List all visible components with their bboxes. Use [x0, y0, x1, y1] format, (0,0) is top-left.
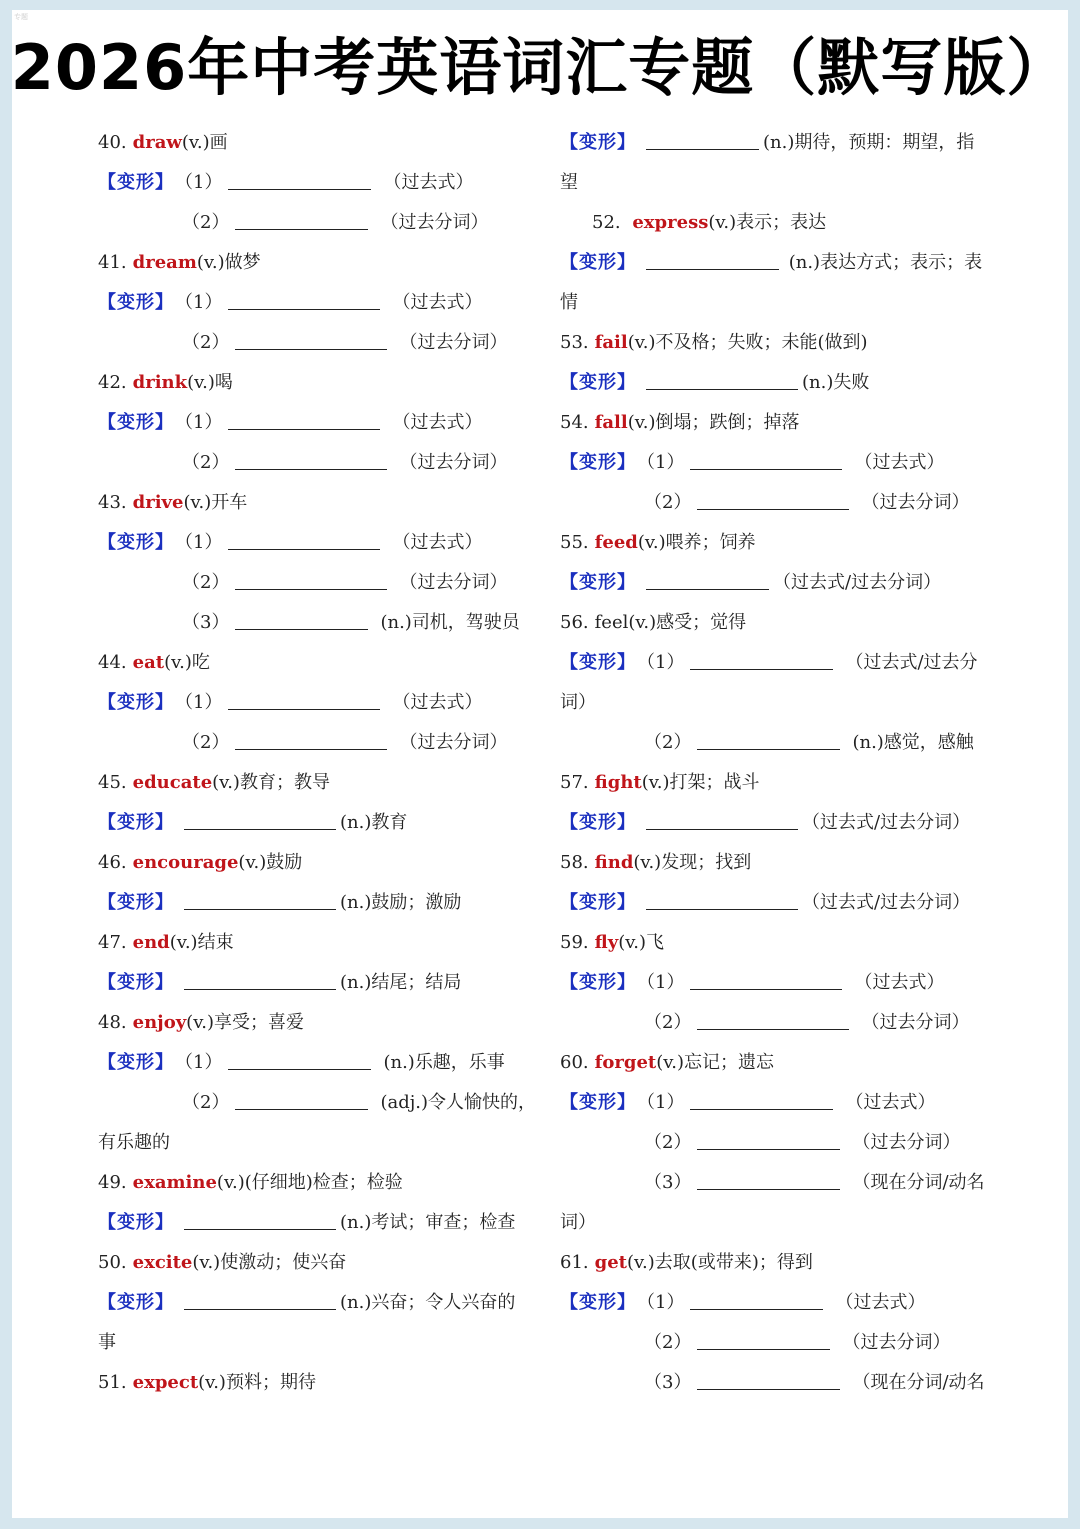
headword: get [594, 1252, 627, 1273]
form-hint: (n.)兴奋；令人兴奋的 [340, 1292, 516, 1313]
entry-line [560, 323, 1000, 363]
blank-index: （2） [182, 332, 230, 353]
entry-line [98, 163, 528, 203]
answer-blank[interactable] [235, 725, 387, 750]
variant-tag: 【变形】 [560, 132, 636, 153]
entry-number: 53. [560, 332, 589, 353]
blank-index: （1） [184, 692, 223, 713]
blank-index: （3） [644, 1172, 692, 1193]
headword: expect [132, 1372, 199, 1393]
answer-blank[interactable] [228, 405, 380, 430]
answer-blank[interactable] [228, 285, 380, 310]
answer-blank[interactable] [184, 885, 336, 910]
entry-line [560, 1363, 1000, 1403]
blank-index: （2） [644, 1012, 692, 1033]
form-hint: (n.)司机，驾驶员 [380, 612, 520, 633]
entry-line [560, 1323, 1000, 1363]
answer-blank[interactable] [646, 805, 798, 830]
form-hint: （过去分词） [380, 212, 489, 233]
entry-line [98, 963, 528, 1003]
definition: (v.)(仔细地)检查；检验 [216, 1172, 403, 1193]
answer-blank[interactable] [697, 1005, 849, 1030]
headword: forget [594, 1052, 657, 1073]
entry-line [98, 883, 528, 923]
left-column [98, 123, 537, 1403]
answer-blank[interactable] [184, 1285, 336, 1310]
variant-tag: 【变形】 [98, 972, 174, 993]
definition: (v.)使激动；使兴奋 [192, 1252, 347, 1273]
entry-line [98, 1323, 528, 1363]
variant-tag: 【变形】 [560, 252, 636, 273]
entry-line [560, 1283, 1000, 1323]
form-hint: （过去分词） [399, 732, 508, 753]
answer-blank[interactable] [697, 1365, 840, 1390]
entry-line [560, 443, 1000, 483]
form-hint: （过去分词） [861, 1012, 970, 1033]
entry-number: 56. [560, 612, 589, 633]
variant-tag: 【变形】 [98, 692, 174, 713]
entry-line [560, 283, 1000, 323]
form-hint: （过去式） [392, 412, 483, 433]
answer-blank[interactable] [690, 645, 833, 670]
blank-index: （1） [646, 972, 685, 993]
headword: fight [594, 772, 642, 793]
continued-text: 词） [560, 1212, 596, 1233]
variant-tag: 【变形】 [560, 452, 636, 473]
continued-text: 词） [560, 692, 596, 713]
headword: find [594, 852, 634, 873]
entry-number: 44. [98, 652, 127, 673]
answer-blank[interactable] [228, 1045, 371, 1070]
definition: (v.)飞 [618, 932, 664, 953]
form-hint: (n.)考试；审查；检查 [340, 1212, 516, 1233]
definition: (v.)表示；表达 [708, 212, 827, 233]
entry-number: 46. [98, 852, 127, 873]
form-hint: （过去式） [392, 692, 483, 713]
entry-line [560, 963, 1000, 1003]
entry-line [560, 803, 1000, 843]
form-hint: （过去分词） [399, 572, 508, 593]
variant-tag: 【变形】 [98, 812, 174, 833]
answer-blank[interactable] [184, 965, 336, 990]
entry-number: 49. [98, 1172, 127, 1193]
form-hint: （过去式） [845, 1092, 936, 1113]
definition: (v.)画 [181, 132, 228, 153]
entry-line [560, 843, 1000, 883]
entry-line [98, 683, 528, 723]
blank-index: （1） [646, 652, 685, 673]
entry-line [98, 523, 528, 563]
entry-line [98, 1283, 528, 1323]
entry-number: 59. [560, 932, 589, 953]
blank-index: （2） [182, 212, 230, 233]
form-hint: （过去分词） [842, 1332, 951, 1353]
entry-line [98, 1123, 528, 1163]
entry-line [98, 1163, 528, 1203]
form-hint: (n.)感觉，感触 [852, 732, 974, 753]
entry-line [98, 123, 528, 163]
answer-blank[interactable] [690, 1285, 823, 1310]
form-hint: （过去分词） [399, 452, 508, 473]
variant-tag: 【变形】 [560, 572, 636, 593]
blank-index: （2） [182, 572, 230, 593]
headword: drive [132, 492, 184, 513]
entry-line [560, 1043, 1000, 1083]
headword: feel [594, 612, 629, 633]
variant-tag: 【变形】 [98, 1292, 174, 1313]
variant-tag: 【变形】 [98, 172, 174, 193]
entry-number: 42. [98, 372, 127, 393]
form-hint: (n.)结尾；结局 [340, 972, 462, 993]
answer-blank[interactable] [697, 1325, 830, 1350]
form-hint: （过去式） [392, 532, 483, 553]
blank-index: （1） [184, 292, 223, 313]
continued-text: 事 [98, 1332, 116, 1353]
form-hint: （过去式） [835, 1292, 926, 1313]
answer-blank[interactable] [697, 485, 849, 510]
entry-number: 51. [98, 1372, 127, 1393]
variant-tag: 【变形】 [560, 1092, 636, 1113]
entry-line [560, 643, 1000, 683]
form-hint: (n.)鼓励；激励 [340, 892, 462, 913]
entry-number: 45. [98, 772, 127, 793]
entry-line [560, 883, 1000, 923]
entry-number: 52. [592, 212, 627, 233]
entry-line [98, 603, 528, 643]
variant-tag: 【变形】 [560, 652, 636, 673]
corner-mark: 专题 [14, 13, 28, 21]
variant-tag: 【变形】 [98, 892, 174, 913]
answer-blank[interactable] [235, 605, 368, 630]
entry-number: 61. [560, 1252, 589, 1273]
entry-line [560, 163, 1000, 203]
form-hint: （过去分词） [861, 492, 970, 513]
entry-line [560, 523, 1000, 563]
entry-line [98, 363, 528, 403]
blank-index: （3） [644, 1372, 692, 1393]
entry-line [98, 923, 528, 963]
definition: (v.)打架；战斗 [641, 772, 760, 793]
headword: feed [594, 532, 638, 553]
answer-blank[interactable] [646, 365, 798, 390]
answer-blank[interactable] [697, 1125, 840, 1150]
headword: express [632, 212, 709, 233]
entry-number: 58. [560, 852, 589, 873]
headword: examine [132, 1172, 217, 1193]
answer-blank[interactable] [646, 245, 779, 270]
answer-blank[interactable] [228, 165, 371, 190]
blank-index: （1） [646, 1092, 685, 1113]
headword: fail [594, 332, 628, 353]
page-title: 2026年中考英语词汇专题（默写版） [10, 31, 1070, 104]
form-hint: (adj.)令人愉快的， [380, 1092, 537, 1113]
entry-number: 43. [98, 492, 127, 513]
entry-line [98, 243, 528, 283]
entry-line [560, 563, 1000, 603]
blank-index: （1） [184, 172, 223, 193]
answer-blank[interactable] [235, 205, 368, 230]
headword: excite [132, 1252, 193, 1273]
answer-blank[interactable] [646, 125, 759, 150]
blank-index: （1） [184, 412, 223, 433]
headword: end [132, 932, 170, 953]
answer-blank[interactable] [697, 1165, 840, 1190]
entry-line [560, 723, 1000, 763]
variant-tag: 【变形】 [98, 1212, 174, 1233]
entry-number: 60. [560, 1052, 589, 1073]
headword: enjoy [132, 1012, 187, 1033]
variant-tag: 【变形】 [560, 972, 636, 993]
form-hint: (n.)期待，预期：期望，指 [763, 132, 975, 153]
definition: (v.)做梦 [196, 252, 261, 273]
entry-line [98, 723, 528, 763]
entry-line [560, 403, 1000, 443]
entry-line [560, 1003, 1000, 1043]
form-hint: （过去式） [854, 972, 945, 993]
right-column [560, 123, 1000, 1403]
continued-text: 望 [560, 172, 578, 193]
entry-line [98, 283, 528, 323]
entry-line [560, 1163, 1000, 1203]
entry-line [98, 803, 528, 843]
blank-index: （1） [646, 452, 685, 473]
definition: (v.)感受；觉得 [628, 612, 747, 633]
entry-line [98, 1203, 528, 1243]
answer-blank[interactable] [690, 965, 842, 990]
form-hint: （过去式） [854, 452, 945, 473]
answer-blank[interactable] [235, 445, 387, 470]
definition: (v.)结束 [169, 932, 234, 953]
form-hint: （现在分词/动名 [852, 1172, 985, 1193]
entry-line [98, 203, 528, 243]
form-hint: （过去式/过去分 [845, 652, 978, 673]
definition: (v.)享受；喜爱 [186, 1012, 304, 1033]
entry-line [98, 1003, 528, 1043]
variant-tag: 【变形】 [98, 292, 174, 313]
headword: draw [132, 132, 182, 153]
answer-blank[interactable] [235, 1085, 368, 1110]
headword: dream [132, 252, 197, 273]
entry-line [560, 683, 1000, 723]
answer-blank[interactable] [235, 325, 387, 350]
definition: (v.)不及格；失败；未能(做到) [627, 332, 868, 353]
variant-tag: 【变形】 [98, 412, 174, 433]
entry-number: 47. [98, 932, 127, 953]
form-hint: （过去式） [383, 172, 474, 193]
headword: fly [594, 932, 619, 953]
variant-tag: 【变形】 [98, 532, 174, 553]
entry-line [560, 483, 1000, 523]
entry-line [98, 483, 528, 523]
entry-line [560, 1083, 1000, 1123]
entry-line [98, 563, 528, 603]
form-hint: （过去式/过去分词） [802, 892, 971, 913]
form-hint: （过去分词） [852, 1132, 961, 1153]
entry-line [560, 203, 1000, 243]
blank-index: （2） [182, 452, 230, 473]
blank-index: （2） [644, 1132, 692, 1153]
entry-line [98, 643, 528, 683]
entry-number: 50. [98, 1252, 127, 1273]
blank-index: （1） [646, 1292, 685, 1313]
entry-line [560, 923, 1000, 963]
form-hint: (n.)乐趣，乐事 [383, 1052, 505, 1073]
entry-line [98, 763, 528, 803]
form-hint: （现在分词/动名 [852, 1372, 985, 1393]
entry-line [98, 843, 528, 883]
variant-tag: 【变形】 [560, 892, 636, 913]
continued-text: 有乐趣的 [98, 1132, 170, 1153]
answer-blank[interactable] [690, 445, 842, 470]
variant-tag: 【变形】 [98, 1052, 174, 1073]
answer-blank[interactable] [184, 805, 336, 830]
entry-line [560, 763, 1000, 803]
definition: (v.)吃 [164, 652, 210, 673]
entry-line [98, 1083, 537, 1123]
headword: encourage [132, 852, 239, 873]
headword: drink [132, 372, 188, 393]
variant-tag: 【变形】 [560, 812, 636, 833]
blank-index: （2） [644, 492, 692, 513]
answer-blank[interactable] [228, 685, 380, 710]
blank-index: （2） [182, 732, 230, 753]
answer-blank[interactable] [690, 1085, 833, 1110]
definition: (v.)预料；期待 [198, 1372, 316, 1393]
entry-line [98, 403, 528, 443]
definition: (v.)倒塌；跌倒；掉落 [627, 412, 800, 433]
definition: (v.)教育；教导 [212, 772, 330, 793]
entry-line [98, 443, 528, 483]
entry-line [560, 243, 1000, 283]
answer-blank[interactable] [646, 885, 798, 910]
entry-line [560, 123, 1000, 163]
answer-blank[interactable] [697, 725, 840, 750]
form-hint: （过去分词） [399, 332, 508, 353]
blank-index: （2） [644, 1332, 692, 1353]
entry-line [560, 1243, 1000, 1283]
answer-blank[interactable] [228, 525, 380, 550]
entry-line [98, 1243, 528, 1283]
entry-number: 54. [560, 412, 589, 433]
headword: fall [594, 412, 628, 433]
entry-number: 57. [560, 772, 589, 793]
entry-number: 40. [98, 132, 127, 153]
blank-index: （3） [182, 612, 230, 633]
variant-tag: 【变形】 [560, 372, 636, 393]
entry-line [560, 603, 1000, 643]
answer-blank[interactable] [646, 565, 769, 590]
definition: (v.)开车 [183, 492, 248, 513]
blank-index: （2） [644, 732, 692, 753]
headword: eat [132, 652, 165, 673]
form-hint: (n.)失败 [802, 372, 870, 393]
form-hint: (n.)表达方式；表示；表 [783, 252, 983, 273]
form-hint: （过去式/过去分词） [802, 812, 971, 833]
definition: (v.)去取(或带来)；得到 [627, 1252, 813, 1273]
entry-line [98, 1043, 528, 1083]
entry-line [560, 1123, 1000, 1163]
definition: (v.)发现；找到 [633, 852, 752, 873]
blank-index: （2） [182, 1092, 230, 1113]
definition: (v.)忘记；遗忘 [656, 1052, 775, 1073]
form-hint: （过去式/过去分词） [773, 572, 942, 593]
variant-tag: 【变形】 [560, 1292, 636, 1313]
form-hint: （过去式） [392, 292, 483, 313]
entry-number: 41. [98, 252, 127, 273]
headword: educate [132, 772, 213, 793]
blank-index: （1） [184, 1052, 223, 1073]
answer-blank[interactable] [184, 1205, 336, 1230]
entry-line [98, 1363, 528, 1403]
entry-number: 48. [98, 1012, 127, 1033]
entry-line [98, 323, 528, 363]
answer-blank[interactable] [235, 565, 387, 590]
entry-line [560, 1203, 1000, 1243]
definition: (v.)鼓励 [238, 852, 303, 873]
definition: (v.)喝 [187, 372, 233, 393]
entry-line [560, 363, 1000, 403]
continued-text: 情 [560, 292, 578, 313]
blank-index: （1） [184, 532, 223, 553]
entry-number: 55. [560, 532, 589, 553]
form-hint: (n.)教育 [340, 812, 408, 833]
definition: (v.)喂养；饲养 [637, 532, 756, 553]
